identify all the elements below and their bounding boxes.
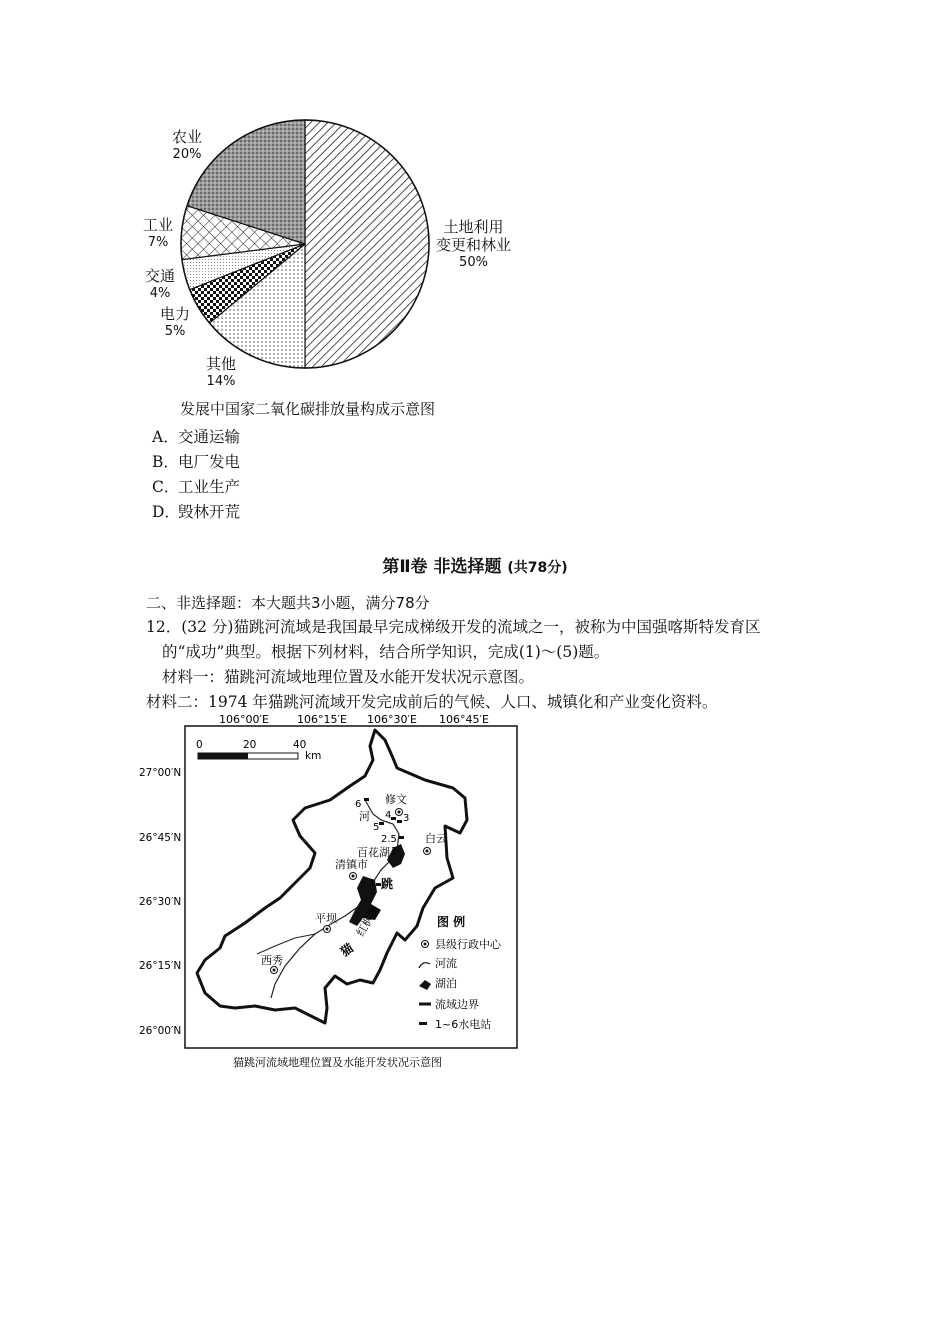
option-d: D．毁林开荒 (152, 503, 241, 521)
svg-text:2.5: 2.5 (381, 834, 397, 845)
section-title: 第Ⅱ卷 非选择题 (共78分) (382, 557, 568, 577)
svg-text:20: 20 (243, 739, 257, 751)
material-1: 材料一：猫跳河流域地理位置及水能开发状况示意图。 (162, 668, 535, 686)
material-2: 材料二：1974 年猫跳河流域开发完成前后的气候、人口、城镇化和产业变化资料。 (146, 693, 718, 711)
lon-label: 106°15′E (297, 713, 347, 726)
svg-text:2: 2 (391, 846, 398, 857)
svg-text:湖泊: 湖泊 (435, 977, 457, 990)
pie-slice-0 (305, 120, 429, 368)
pie-chart (0, 0, 950, 400)
svg-text:km: km (305, 750, 322, 762)
pie-label-power: 电力 5% (160, 305, 191, 339)
pie-label-agriculture: 农业 20% (172, 128, 203, 162)
place-he: 河 (359, 810, 370, 823)
svg-text:4: 4 (385, 810, 392, 821)
place-pingba: 平坝 (315, 912, 337, 925)
q12-line2: 的“成功”典型。根据下列材料，结合所学知识，完成(1)～(5)题。 (162, 643, 610, 661)
svg-text:5: 5 (373, 822, 380, 833)
pie-slices (181, 120, 429, 368)
q12-line1: 12．(32 分)猫跳河流域是我国最早完成梯级开发的流域之一，被称为中国强喀斯特发育区 (146, 618, 761, 636)
pie-label-transport: 交通 4% (145, 267, 176, 301)
svg-text:1~6水电站: 1~6水电站 (435, 1018, 492, 1031)
lat-label: 26°30′N (139, 896, 182, 908)
pie-caption: 发展中国家二氧化碳排放量构成示意图 (180, 400, 436, 418)
place-tiao: 跳 (381, 877, 394, 891)
lon-label: 106°45′E (439, 713, 489, 726)
place-qingzhen: 清镇市 (335, 858, 368, 871)
pie-label-other: 其他 14% (206, 355, 237, 389)
svg-text:3: 3 (403, 813, 410, 824)
lon-label: 106°00′E (219, 713, 269, 726)
basin-map (135, 708, 535, 1078)
svg-text:40: 40 (293, 739, 307, 751)
lat-label: 27°00′N (139, 767, 182, 779)
pie-label-industry: 工业 7% (143, 216, 174, 250)
svg-text:河流: 河流 (435, 957, 457, 970)
place-xiuwen: 修文 (385, 793, 407, 806)
place-baiyun: 白云 (425, 832, 447, 845)
lat-label: 26°15′N (139, 960, 182, 972)
option-a: A．交通运输 (152, 428, 241, 446)
option-c: C．工业生产 (152, 478, 241, 496)
place-xixiu: 西秀 (261, 954, 283, 967)
svg-text:流域边界: 流域边界 (435, 998, 479, 1011)
option-b: B．电厂发电 (152, 453, 241, 471)
sub-title: 二、非选择题：本大题共3小题，满分78分 (146, 594, 430, 612)
pie-label-land-use: 土地利用 变更和林业 50% (436, 218, 512, 270)
place-hongfenghu: 红枫湖 (354, 903, 382, 939)
lon-label: 106°30′E (367, 713, 417, 726)
lat-label: 26°45′N (139, 832, 182, 844)
place-mao: 猫 (338, 940, 356, 960)
svg-text:图 例: 图 例 (437, 915, 466, 929)
svg-text:0: 0 (196, 739, 203, 751)
place-baihuahu: 百花湖 (357, 846, 390, 859)
map-caption: 猫跳河流域地理位置及水能开发状况示意图 (233, 1056, 442, 1069)
lat-label: 26°00′N (139, 1025, 182, 1037)
svg-text:1: 1 (369, 878, 376, 889)
svg-text:县级行政中心: 县级行政中心 (435, 938, 501, 951)
svg-text:6: 6 (355, 799, 362, 810)
